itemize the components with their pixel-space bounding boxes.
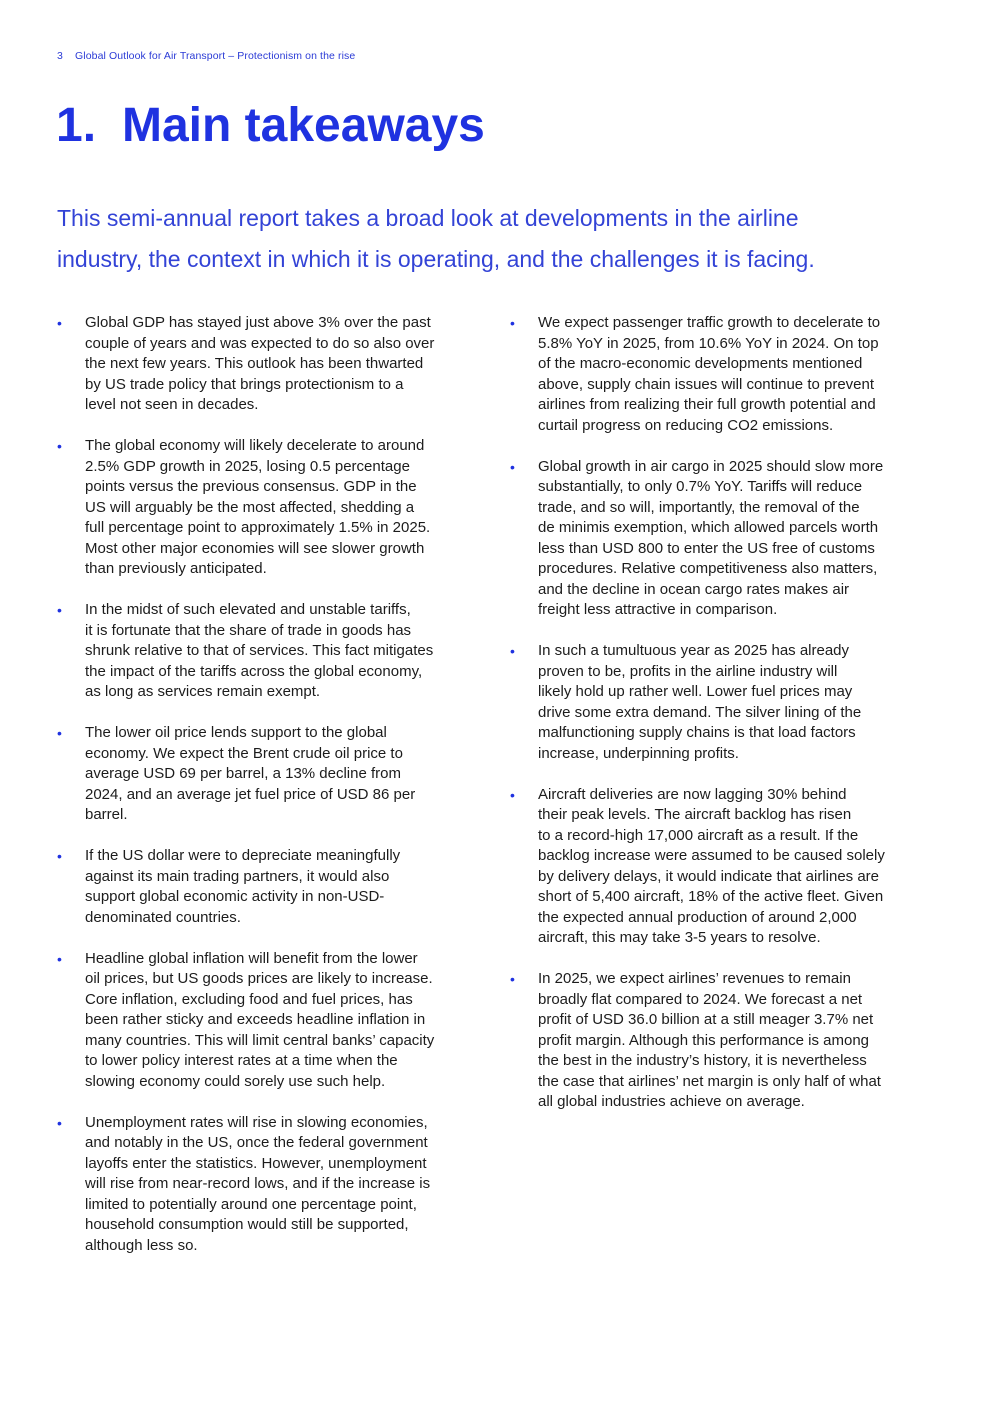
bullet-text-line: de minimis exemption, which allowed parcels worth [538, 519, 879, 536]
section-title-text: Main takeaways [122, 99, 485, 152]
bullet-icon: • [510, 315, 515, 331]
bullet-icon: • [510, 643, 515, 659]
left-column-bullets [57, 313, 489, 1277]
bullet-text-line: against its main trading partners, it would also [85, 867, 390, 885]
bullet-item [510, 785, 942, 949]
bullet-text-line: the best in the industry’s history, it is nevertheless [538, 1052, 867, 1069]
bullet-text-line: full percentage point to approximately 1.5% in 2025. [85, 519, 431, 536]
bullet-text-line: Most other major economies will see slower growth [85, 539, 425, 557]
bullet-text-line: profit margin. Although this performance is among [538, 1031, 870, 1049]
bullet-text-line: slowing economy could sorely use such help. [85, 1072, 386, 1090]
bullet-item [57, 723, 489, 826]
section-number: 1. [56, 99, 97, 152]
right-column-bullets [510, 313, 942, 1133]
bullet-text-line: Aircraft deliveries are now lagging 30% behind [538, 785, 847, 803]
bullet-text-line: aircraft, this may take 3-5 years to resolve. [538, 929, 821, 946]
bullet-text-line: less than USD 800 to enter the US free of customs [538, 539, 875, 557]
bullet-item [57, 1113, 489, 1257]
bullet-text-line: it is fortunate that the share of trade in goods has [85, 621, 412, 639]
bullet-item [57, 600, 489, 703]
bullet-text-line: level not seen in decades. [85, 396, 259, 413]
bullet-text-line: been rather sticky and exceeds headline inflation in [85, 1011, 426, 1028]
bullet-icon: • [57, 438, 62, 454]
bullet-item [510, 641, 942, 764]
page-number: 3 [57, 50, 63, 62]
intro-line: industry, the context in which it is operating, and the challenges it is facing. [57, 246, 815, 272]
bullet-text-line: trade, and so will, importantly, the removal of the [538, 498, 860, 516]
bullet-text-line: 2024, and an average jet fuel price of USD 86 per [85, 785, 416, 803]
bullet-text-line: by US trade policy that brings protectionism to a [85, 375, 404, 393]
bullet-item [510, 969, 942, 1113]
bullet-text-line: US will arguably be the most affected, shedding a [85, 498, 415, 516]
bullet-item [57, 313, 489, 416]
intro-line: This semi-annual report takes a broad look at developments in the airline [57, 205, 799, 231]
bullet-text-line: drive some extra demand. The silver lining of the [538, 703, 862, 721]
bullet-text-line: support global economic activity in non-USD- [85, 888, 385, 905]
bullet-item [510, 313, 942, 436]
bullet-text-line: the impact of the tariffs across the global economy, [85, 662, 423, 680]
bullet-text-line: In 2025, we expect airlines’ revenues to remain [538, 970, 851, 987]
bullet-item [57, 846, 489, 928]
running-title: Global Outlook for Air Transport – Protectionism on the rise [75, 50, 356, 62]
bullet-text-line: although less so. [85, 1236, 198, 1254]
bullet-icon: • [57, 950, 62, 967]
bullet-text-line: short of 5,400 aircraft, 18% of the active fleet. Given [538, 888, 884, 905]
bullet-text-line: barrel. [85, 806, 128, 823]
bullet-icon: • [57, 1114, 62, 1131]
bullet-text-line: to a record-high 17,000 aircraft as a result. If the [538, 826, 859, 844]
bullet-text-line: 5.8% YoY in 2025, from 10.6% YoY in 2024. On top [538, 334, 879, 352]
bullet-icon: • [510, 971, 515, 987]
bullet-text-line: economy. We expect the Brent crude oil price to [85, 744, 403, 762]
bullet-text-line: will rise from near-record lows, and if the increase is [85, 1175, 431, 1192]
bullet-text-line: to lower policy interest rates at a time when the [85, 1052, 398, 1069]
bullet-text-line: airlines from realizing their full growth potential and [538, 396, 876, 413]
bullet-text-line: oil prices, but US goods prices are likely to increase. [85, 970, 433, 987]
bullet-text-line: Headline global inflation will benefit from the lower [85, 949, 418, 967]
bullet-text-line: In such a tumultuous year as 2025 has already [538, 642, 850, 659]
bullet-text-line: points versus the previous consensus. GDP in the [85, 478, 417, 495]
intro-paragraph [57, 198, 937, 280]
bullet-text-line: profit of USD 36.0 billion at a still meager 3.7% net [538, 1011, 874, 1028]
bullet-text-line: We expect passenger traffic growth to decelerate to [538, 314, 881, 331]
bullet-text-line: many countries. This will limit central banks’ capacity [85, 1031, 435, 1049]
bullet-text-line: and the decline in ocean cargo rates makes air [538, 580, 850, 598]
bullet-text-line: malfunctioning supply chains is that load factors [538, 724, 856, 741]
bullet-text-line: their peak levels. The aircraft backlog has risen [538, 806, 852, 823]
bullet-text-line: In the midst of such elevated and unstable tariffs, [85, 601, 411, 618]
bullet-text-line: shrunk relative to that of services. This fact mitigates [85, 642, 434, 659]
bullet-text-line: Global growth in air cargo in 2025 should slow more [538, 457, 884, 475]
bullet-text-line: limited to potentially around one percentage point, [85, 1195, 417, 1213]
bullet-text-line: freight less attractive in comparison. [538, 601, 778, 618]
bullet-text-line: Unemployment rates will rise in slowing economies, [85, 1113, 428, 1131]
bullet-text-line: curtail progress on reducing CO2 emissions. [538, 416, 834, 434]
bullet-text-line: as long as services remain exempt. [85, 683, 321, 700]
section-title [56, 96, 485, 156]
bullet-text-line: The global economy will likely decelerate to around [85, 437, 425, 454]
bullet-item [510, 457, 942, 621]
bullet-text-line: above, supply chain issues will continue to prevent [538, 375, 875, 393]
bullet-text-line: 2.5% GDP growth in 2025, losing 0.5 percentage [85, 457, 410, 475]
bullet-text-line: If the US dollar were to depreciate meaningfully [85, 847, 401, 864]
bullet-item [57, 949, 489, 1093]
bullet-icon: • [57, 725, 62, 741]
bullet-text-line: Core inflation, excluding food and fuel prices, has [85, 990, 413, 1008]
bullet-text-line: than previously anticipated. [85, 560, 267, 577]
bullet-icon: • [510, 458, 515, 475]
bullet-text-line: Global GDP has stayed just above 3% over the past [85, 314, 431, 331]
bullet-text-line: by delivery delays, it would indicate that airlines are [538, 867, 880, 885]
bullet-text-line: the next few years. This outlook has been thwarted [85, 355, 424, 372]
bullet-text-line: household consumption would still be supported, [85, 1216, 409, 1233]
bullet-item [57, 436, 489, 580]
bullet-text-line: couple of years and was expected to do so also over [85, 334, 435, 352]
bullet-text-line: the expected annual production of around 2,000 [538, 908, 857, 926]
bullet-text-line: of the macro-economic developments mentioned [538, 355, 863, 372]
bullet-icon: • [57, 315, 62, 331]
bullet-text-line: proven to be, profits in the airline industry will [538, 662, 838, 680]
bullet-text-line: broadly flat compared to 2024. We forecast a net [538, 990, 863, 1008]
bullet-icon: • [57, 848, 62, 864]
bullet-text-line: denominated countries. [85, 908, 241, 926]
bullet-text-line: substantially, to only 0.7% YoY. Tariffs will reduce [538, 478, 863, 495]
bullet-text-line: increase, underpinning profits. [538, 744, 739, 762]
bullet-text-line: the case that airlines’ net margin is only half of what [538, 1072, 881, 1090]
bullet-icon: • [510, 786, 515, 803]
bullet-text-line: all global industries achieve on average. [538, 1093, 805, 1110]
bullet-icon: • [57, 602, 62, 618]
bullet-text-line: and notably in the US, once the federal government [85, 1134, 428, 1151]
bullet-text-line: average USD 69 per barrel, a 13% decline from [85, 765, 401, 782]
running-header [57, 50, 355, 62]
bullet-text-line: backlog increase were assumed to be caused solely [538, 847, 885, 864]
bullet-text-line: The lower oil price lends support to the global [85, 724, 387, 741]
bullet-text-line: procedures. Relative competitiveness also matters, [538, 560, 878, 577]
bullet-text-line: likely hold up rather well. Lower fuel prices may [538, 683, 853, 700]
bullet-text-line: layoffs enter the statistics. However, unemployment [85, 1154, 427, 1172]
